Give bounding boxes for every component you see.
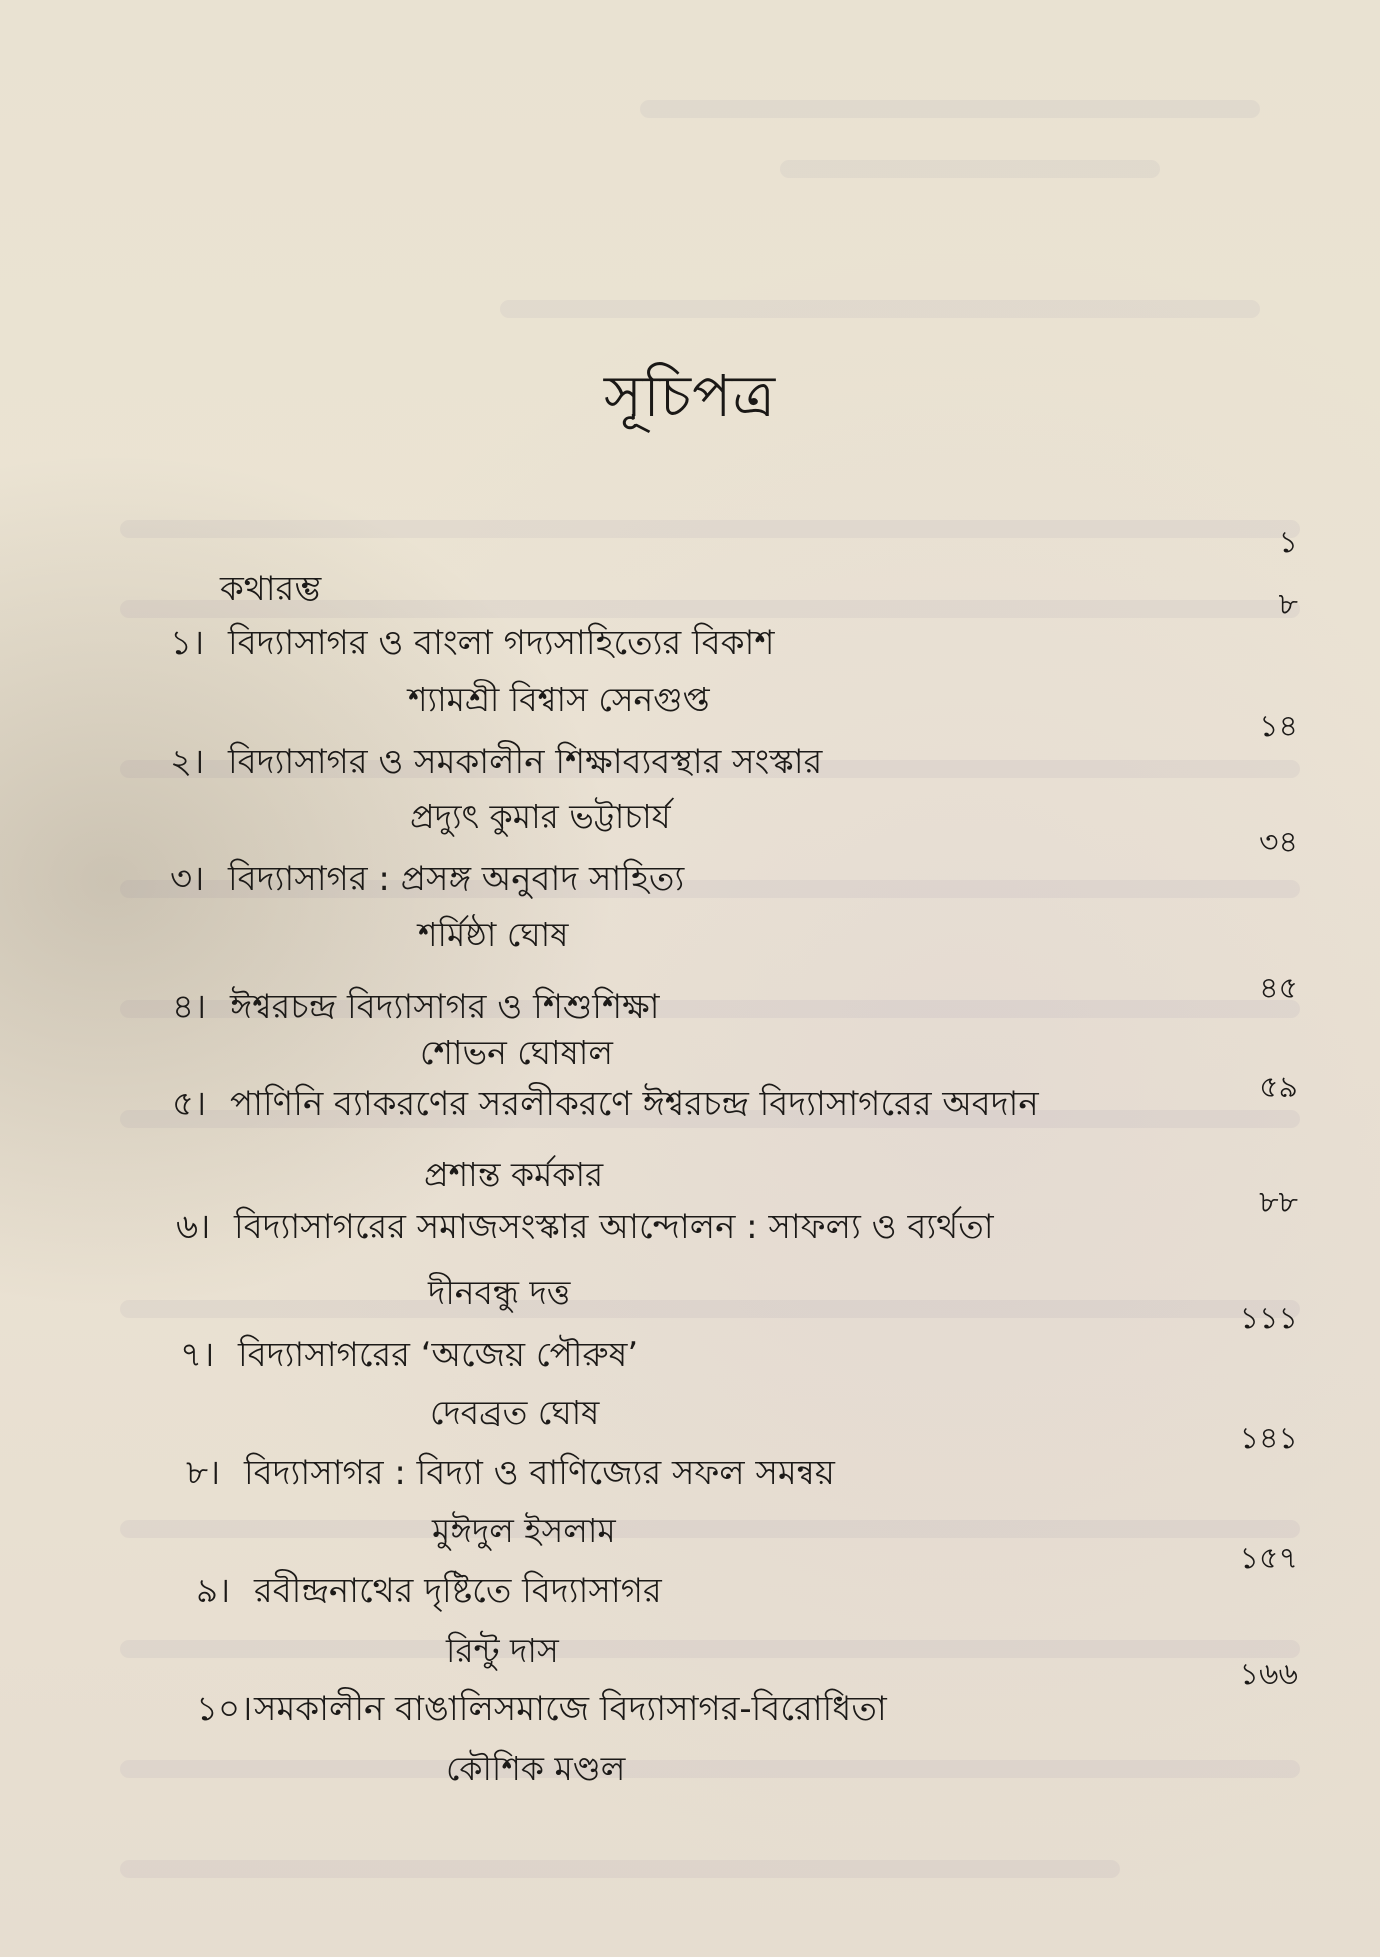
toc-page-number: ৮৮ [1259, 1185, 1298, 1220]
toc-entry-number: ৮। [186, 1453, 221, 1493]
toc-entry-number: ৭। [180, 1335, 215, 1375]
page-title: সূচিপত্র [603, 362, 777, 430]
toc-entry-author: প্রশান্ত কর্মকার [424, 1155, 604, 1194]
toc-page-number: ১১১ [1239, 1301, 1298, 1336]
intro-label: কথারম্ভ [220, 569, 322, 609]
toc-entry-title [176, 1207, 994, 1247]
toc-entry-title-text: ঈশ্বরচন্দ্র বিদ্যাসাগর ও শিশুশিক্ষা [230, 987, 660, 1027]
toc-entry-title [170, 623, 775, 663]
bleed-through-line [120, 520, 1300, 538]
toc-entry-author: দেবব্রত ঘোষ [430, 1393, 600, 1432]
bleed-through-line [120, 1520, 1300, 1538]
toc-entry-author: দীনবন্ধু দত্ত [428, 1273, 571, 1312]
toc-entry-number: ৩। [170, 859, 205, 899]
toc-page-number: ৩৪ [1259, 825, 1298, 860]
toc-entry-number: ৪। [172, 987, 207, 1027]
toc-entry-author: শ্যামশ্রী বিশ্বাস সেনগুপ্ত [408, 680, 710, 719]
toc-entry-title-text: সমকালীন বাঙালিসমাজে বিদ্যাসাগর-বিরোধিতা [254, 1689, 887, 1729]
toc-entry-number: ২। [170, 742, 205, 782]
toc-entry-title [186, 1453, 835, 1493]
toc-page-number: ৪৫ [1259, 971, 1298, 1006]
bleed-through-line [780, 160, 1160, 178]
toc-entry-author: প্রদ্যুৎ কুমার ভট্টাচার্য [410, 797, 671, 836]
toc-entry-title-text: পাণিনি ব্যাকরণের সরলীকরণে ঈশ্বরচন্দ্র বিদ্যাসাগরের অবদান [230, 1084, 1039, 1124]
toc-entry-title-text: বিদ্যাসাগর ও সমকালীন শিক্ষাব্যবস্থার সংস্কার [228, 742, 823, 782]
toc-page-number: ১৪১ [1239, 1421, 1298, 1456]
toc-entry-author: শোভন ঘোষাল [420, 1033, 613, 1072]
bleed-through-line [120, 1300, 1300, 1318]
toc-entry-number: ৯। [196, 1571, 231, 1611]
toc-entry-title-text: বিদ্যাসাগরের সমাজসংস্কার আন্দোলন : সাফল্য ও ব্যর্থতা [234, 1207, 994, 1247]
toc-entry-number: ১০। [196, 1689, 253, 1729]
toc-entry-title-text: বিদ্যাসাগর ও বাংলা গদ্যসাহিত্যের বিকাশ [228, 623, 775, 663]
toc-entry-title [172, 987, 660, 1027]
bleed-through-line [120, 1860, 1120, 1878]
toc-entry-title [196, 1689, 887, 1729]
toc-entry-number: ১। [170, 623, 205, 663]
toc-entry-title [180, 1335, 639, 1375]
toc-entry-title [170, 859, 685, 899]
bleed-through-line [120, 1640, 1300, 1658]
toc-entry-number: ৬। [176, 1207, 211, 1247]
toc-page-number: ১৪ [1259, 709, 1298, 744]
toc-entry-number: ৫। [172, 1084, 207, 1124]
toc-page-number: ১৫৭ [1239, 1541, 1298, 1576]
toc-entry-title [172, 1084, 1039, 1124]
intro-page-number: ১ [1278, 525, 1298, 560]
toc-entry-author: কৌশিক মণ্ডল [446, 1749, 626, 1788]
toc-entry-title-text: বিদ্যাসাগর : বিদ্যা ও বাণিজ্যের সফল সমন্বয় [244, 1453, 835, 1493]
bleed-through-line [640, 100, 1260, 118]
toc-entry-author: শর্মিষ্ঠা ঘোষ [418, 915, 569, 954]
toc-entry-author: মুঈদুল ইসলাম [432, 1511, 616, 1550]
toc-entry-author: রিন্টু দাস [446, 1631, 559, 1670]
toc-page-number: ৮ [1278, 587, 1298, 622]
toc-page-number: ১৬৬ [1239, 1657, 1298, 1692]
toc-entry-title [196, 1571, 662, 1611]
toc-page-number: ৫৯ [1259, 1070, 1298, 1105]
toc-entry-title-text: বিদ্যাসাগরের ‘অজেয় পৌরুষ’ [238, 1335, 639, 1375]
toc-entry-title [170, 742, 823, 782]
bleed-through-line [500, 300, 1260, 318]
toc-entry-title-text: রবীন্দ্রনাথের দৃষ্টিতে বিদ্যাসাগর [254, 1571, 662, 1611]
bleed-through-line [120, 1760, 1300, 1778]
toc-entry-title-text: বিদ্যাসাগর : প্রসঙ্গ অনুবাদ সাহিত্য [228, 859, 685, 899]
